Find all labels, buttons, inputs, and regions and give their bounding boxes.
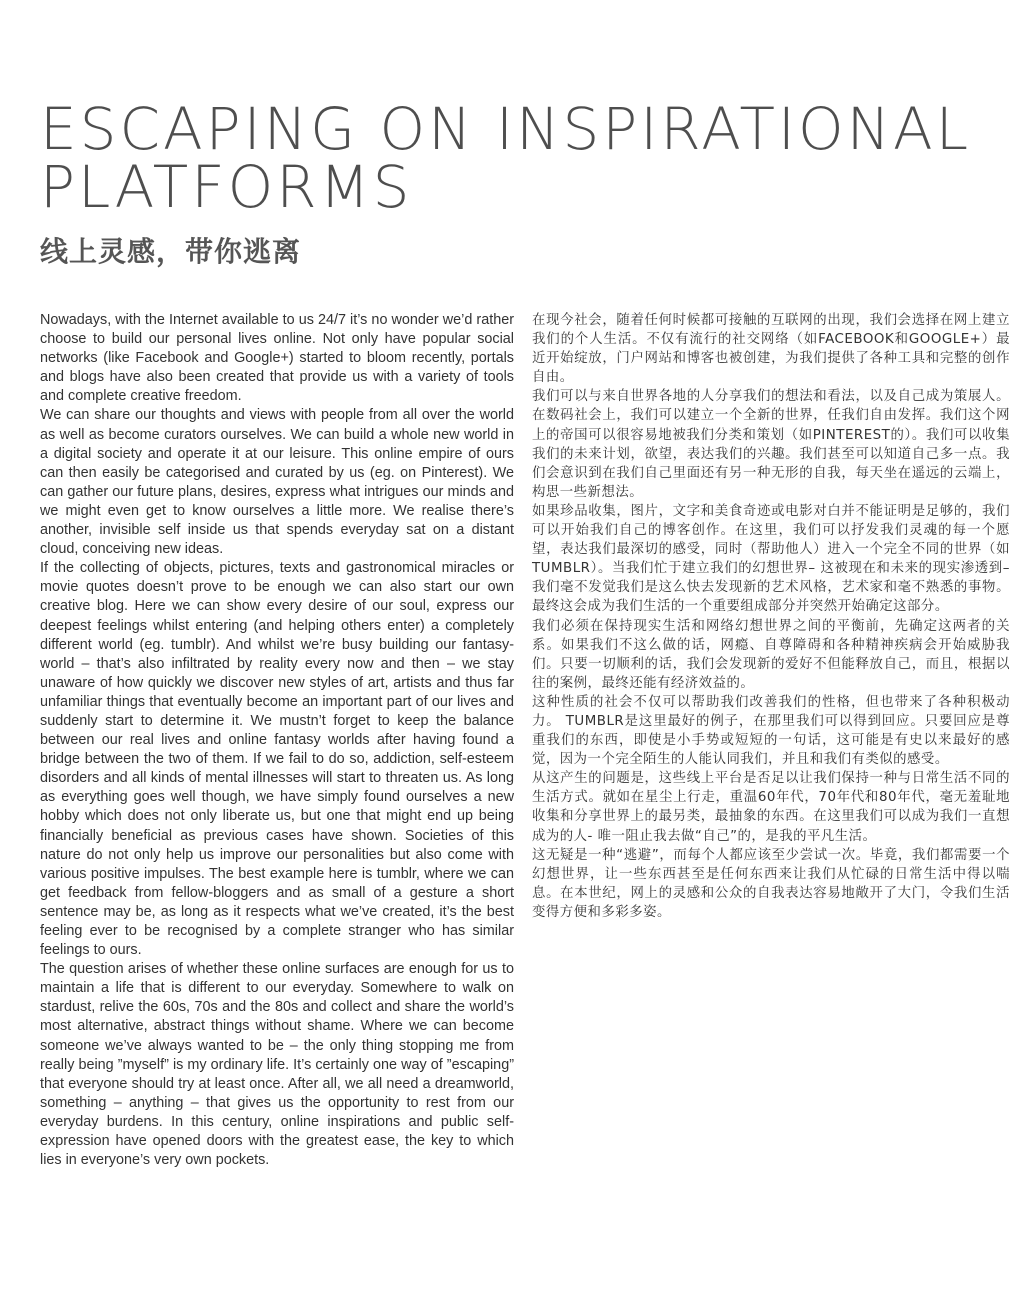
english-paragraph: The question arises of whether these online surfaces are enough for us to maintain a life that is different to our everyday. Somewhere to walk on stardust, relive the 60s, 70s and the 80s and collect and share the world’s most alternative, abstract things without shame. Where we can become someone we’ve always wanted to be – the only thing stopping me from really being ”myself” is my ordinary life. It’s certainly one way of ”escaping” that everyone should try at least once. After all, we all need a dreamworld, something – anything – that gives us the opportunity to rest from our everyday burdens. In this century, online inspirations and public self-expression have opened doors with the greatest ease, the key to which lies in everyone’s very own pockets. (40, 961, 514, 1169)
chinese-paragraph: 这无疑是一种“逃避”，而每个人都应该至少尝试一次。毕竟，我们都需要一个幻想世界，让一些东西甚至是任何东西来让我们从忙碌的日常生活中得以喘息。在本世纪，网上的灵感和公众的自我表达容易地敞开了大门，令我们生活变得方便和多彩多姿。 (532, 847, 1010, 920)
english-text-column (40, 311, 514, 1170)
chinese-paragraph: 在现今社会，随着任何时候都可接触的互联网的出现，我们会选择在网上建立我们的个人生活。不仅有流行的社交网络（如FACEBOOK和GOOGLE+）最近开始绽放，门户网站和博客也被创建，为我们提供了各种工具和完整的创作自由。 (532, 313, 1010, 386)
article-title: ESCAPING ON INSPIRATIONAL PLATFORMS (40, 95, 972, 221)
chinese-paragraph: 我们必须在保持现实生活和网络幻想世界之间的平衡前，先确定这两者的关系。如果我们不这么做的话，网瘾、自尊障碍和各种精神疾病会开始威胁我们。只要一切顺利的话，我们会发现新的爱好不但能释放自己，而且，根据以往的案例，最终还能有经济效益的。 (532, 618, 1010, 691)
chinese-paragraph: 这种性质的社会不仅可以帮助我们改善我们的性格，但也带来了各种积极动力。 TUMBLR是这里最好的例子，在那里我们可以得到回应。只要回应是尊重我们的东西，即使是小手势或短短的一句话，这可能是有史以来最好的感觉，因为一个完全陌生的人能认同我们，并且和我们有类似的感受。 (532, 694, 1010, 768)
chinese-paragraph: 从这产生的问题是，这些线上平台是否足以让我们保持一种与日常生活不同的生活方式。就如在星尘上行走，重温60年代，70年代和80年代，毫无羞耻地收集和分享世界上的最另类，最抽象的东西。在这里我们可以成为我们一直想成为的人- 唯一阻止我去做“自己”的，是我的平凡生活。 (532, 771, 1010, 844)
chinese-paragraph: 我们可以与来自世界各地的人分享我们的想法和看法，以及自己成为策展人。在数码社会上，我们可以建立一个全新的世界，任我们自由发挥。我们这个网上的帝国可以很容易地被我们分类和策划（如PINTEREST的）。我们可以收集我们的未来计划，欲望，表达我们的兴趣。我们甚至可以知道自己多一点。我们会意识到在我们自己里面还有另一种无形的自我，每天坐在遥远的云端上，构思一些新想法。 (532, 389, 1010, 500)
chinese-text-column (532, 311, 1010, 922)
english-paragraph: We can share our thoughts and views with people from all over the world as well as become curators ourselves. We can build a whole new world in a digital society and operate it at our leisure. This online empire of ours can then easily be categorised and curated by us (eg. on Pinterest). We can gather our future plans, desires, express what intrigues our minds and we might even get to know ourselves a little more. We realise there’s another, invisible self inside us that spends everyday sat on a distant cloud, conceiving new ideas. (40, 407, 514, 558)
english-paragraph: Nowadays, with the Internet available to us 24/7 it’s no wonder we’d rather choose to build our personal lives online. Not only have popular social networks (like Facebook and Google+) started to bloom recently, portals and blogs have also been created that provide us with a variety of tools and complete creative freedom. (40, 312, 514, 405)
chinese-paragraph: 如果珍品收集，图片，文字和美食奇迹或电影对白并不能证明是足够的，我们可以开始我们自己的博客创作。在这里，我们可以抒发我们灵魂的每一个愿望，表达我们最深切的感受，同时（帮助他人）进入一个完全不同的世界（如TUMBLR）。当我们忙于建立我们的幻想世界– 这被现在和未来的现实渗透到– 我们毫不发觉我们是这么快去发现新的艺术风格，艺术家和毫不熟悉的事物。最终这会成为我们生活的一个重要组成部分并突然开始确定这部分。 (532, 503, 1010, 615)
english-paragraph: If the collecting of objects, pictures, texts and gastronomical miracles or movie quotes doesn’t prove to be enough we can also start our own creative blog. Here we can show every desire of our soul, express our deepest feelings whilst entering (and helping others enter) a completely different world (eg. tumblr). And whilst we’re busy building our fantasy-world – that’s also infiltrated by reality every now and then – we stay unaware of how quickly we discover new styles of art, artists and thus far unfamiliar things that eventually become an important part of our lives and suddenly start to determine it. We mustn’t forget to keep the balance between our real lives and online fantasy worlds after having found a bridge between the two of them. If we fail to do so, addiction, self-esteem disorders and all kinds of mental illnesses will start to threaten us. As long as everything goes well though, we have simply found ourselves a new hobby which does not only liberate us, but one that might end up being financially beneficial as previous cases have shown. Societies of this nature do not only help us improve our personalities but also come with various positive impulses. The best example here is tumblr, where we can get feedback from fellow-bloggers and as small of a gesture a short sentence may be, as long as it respects what we’ve created, it’s the best feeling ever to be recognised by a complete stranger who has similar feelings to ours. (40, 560, 514, 959)
article-subtitle-chinese: 线上灵感，带你逃离 (40, 235, 302, 268)
